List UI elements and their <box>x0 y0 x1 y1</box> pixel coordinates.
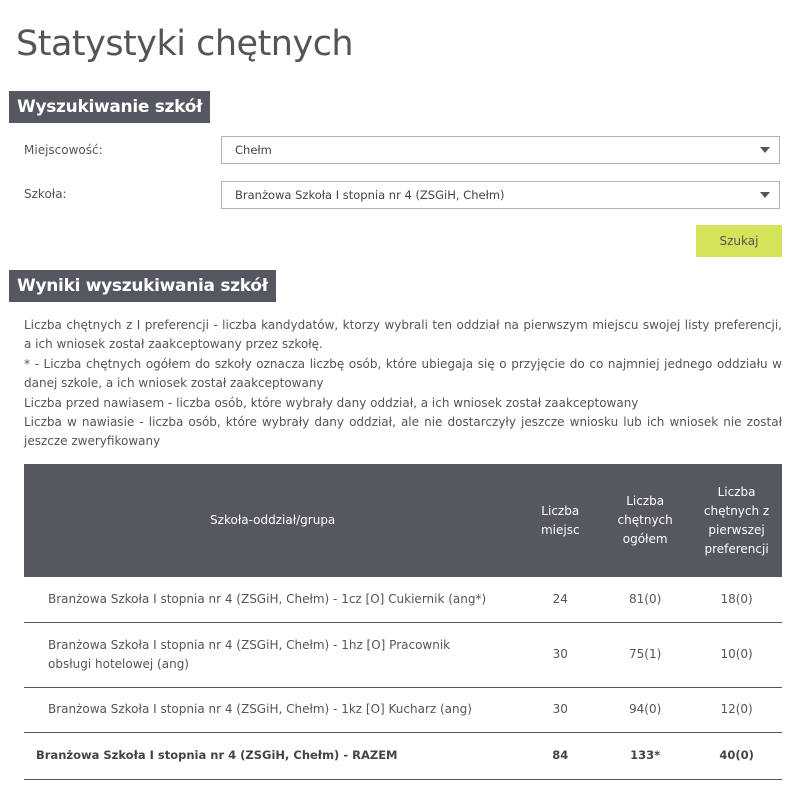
row-school-name: Branżowa Szkoła I stopnia nr 4 (ZSGiH, Chełm) - 1kz [O] Kucharz (ang) <box>24 688 521 733</box>
row-school-name: Branżowa Szkoła I stopnia nr 4 (ZSGiH, Chełm) - 1cz [O] Cukiernik (ang*) <box>24 577 521 623</box>
chevron-down-icon <box>760 192 770 198</box>
table-row <box>24 577 782 623</box>
header-school-group: Szkoła-oddział/grupa <box>24 464 521 577</box>
row-first-pref: 18(0) <box>691 577 782 623</box>
city-select[interactable] <box>221 136 780 164</box>
total-total: 133* <box>599 733 691 780</box>
row-places: 30 <box>521 623 599 688</box>
total-places: 84 <box>521 733 599 780</box>
row-school-name: Branżowa Szkoła I stopnia nr 4 (ZSGiH, Chełm) - 1hz [O] Pracownik obsługi hotelowej (ang) <box>24 623 521 688</box>
description-line: Liczba przed nawiasem - liczba osób, które wybrały dany oddział, a ich wniosek został zaakceptowany <box>24 395 639 410</box>
description-line: Liczba chętnych z I preferencji - liczba kandydatów, ktorzy wybrali ten oddział na pierwszym miejscu swojej listy preferencji, a ich wniosek został zaakceptowany przez szkołę. <box>24 318 782 352</box>
total-first-pref: 40(0) <box>691 733 782 780</box>
row-first-pref: 10(0) <box>691 623 782 688</box>
city-label: Miejscowość: <box>24 143 103 157</box>
description-line: Liczba w nawiasie - liczba osób, które wybrały dany oddział, ale nie dostarczyły jeszcze wniosku lub ich wniosek nie został jeszcze zweryfikowany <box>24 415 782 449</box>
row-total: 75(1) <box>599 623 691 688</box>
total-school-name: Branżowa Szkoła I stopnia nr 4 (ZSGiH, Chełm) - RAZEM <box>24 733 521 780</box>
row-total: 81(0) <box>599 577 691 623</box>
page-title: Statystyki chętnych <box>16 24 354 64</box>
school-select[interactable] <box>221 181 780 209</box>
row-first-pref: 12(0) <box>691 688 782 733</box>
header-first-pref: Liczba chętnych z pierwszej preferencji <box>691 464 782 577</box>
table-row <box>24 623 782 688</box>
table-header-row <box>24 464 782 577</box>
results-table <box>24 464 782 780</box>
search-button[interactable]: Szukaj <box>696 225 782 257</box>
results-section-header: Wyniki wyszukiwania szkół <box>9 270 276 302</box>
school-select-value: Branżowa Szkoła I stopnia nr 4 (ZSGiH, Chełm) <box>235 188 505 202</box>
description-line: * - Liczba chętnych ogółem do szkoły oznacza liczbę osób, które ubiegaja się o przyjęcie do co najmniej jednego oddziału w danej szkole, a ich wniosek został zaakceptowany <box>24 356 782 391</box>
table-total-row <box>24 733 782 780</box>
table-row <box>24 688 782 733</box>
school-label: Szkoła: <box>24 187 67 201</box>
search-section-header: Wyszukiwanie szkół <box>9 91 210 123</box>
chevron-down-icon <box>760 147 770 153</box>
city-select-value: Chełm <box>235 143 272 157</box>
row-places: 30 <box>521 688 599 733</box>
row-places: 24 <box>521 577 599 623</box>
row-total: 94(0) <box>599 688 691 733</box>
header-total: Liczba chętnych ogółem <box>599 464 691 577</box>
header-places: Liczba miejsc <box>521 464 599 577</box>
results-description <box>24 316 782 452</box>
